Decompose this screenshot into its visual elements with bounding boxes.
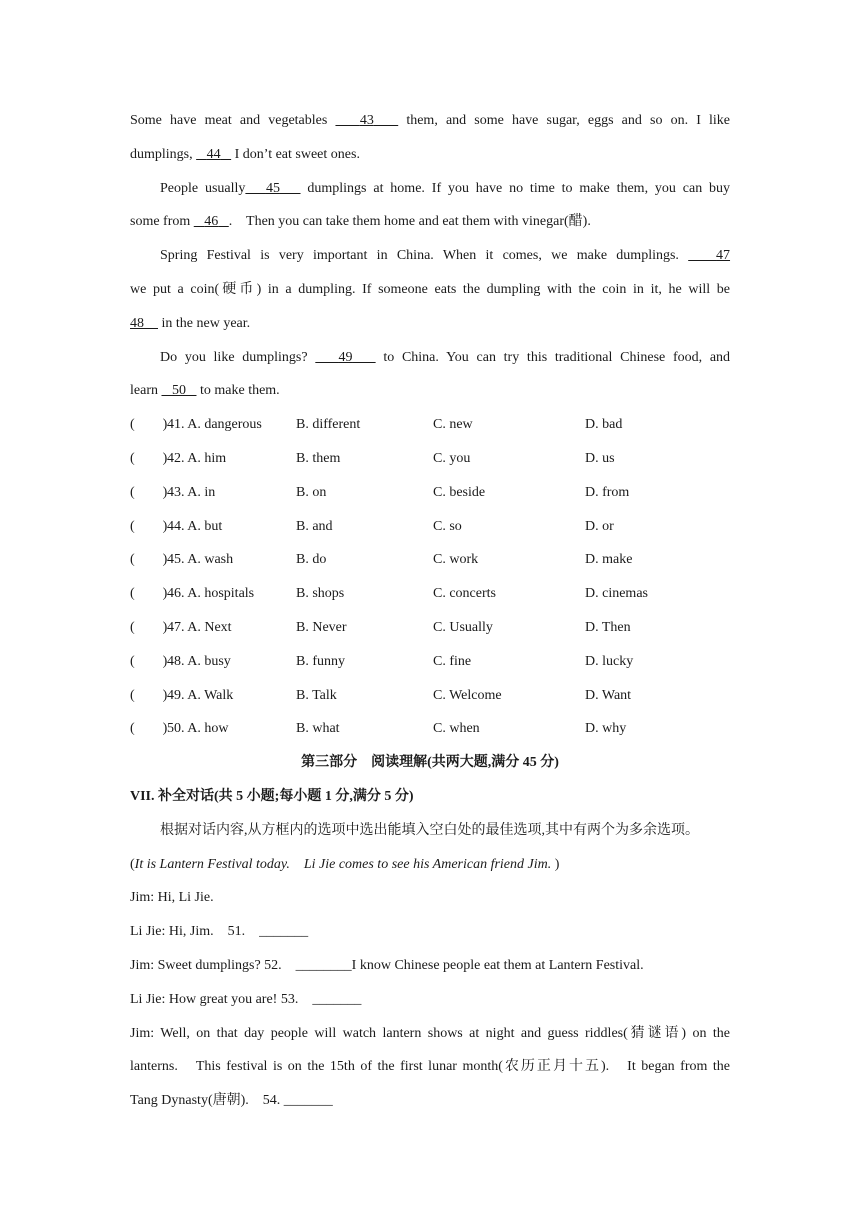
option-row-41: ( ) 41. A. dangerous B. different C. new D. bad — [130, 417, 623, 433]
passage-line-6: we put a coin(硬币) in a dumpling. If someone eats the dumpling with the coin in it, he will be — [130, 281, 730, 297]
dialogue-line-4: Li Jie: How great you are! 53. _______ — [130, 991, 362, 1007]
option-row-43: ( ) 43. A. in B. on C. beside D. from — [130, 484, 630, 500]
options-list — [130, 408, 730, 746]
part3-title: 第三部分 阅读理解(共两大题,满分 45 分) — [301, 755, 559, 771]
section7-instruction: 根据对话内容,从方框内的选项中选出能填入空白处的最佳选项,其中有两个为多余选项。 — [160, 822, 699, 838]
blank-53: _______ — [312, 991, 362, 1007]
option-row-44: ( ) 44. A. but B. and C. so D. or — [130, 518, 614, 534]
option-row-47: ( ) 47. A. Next B. Never C. Usually D. Then — [130, 619, 631, 635]
blank-49: 49 — [338, 349, 353, 365]
dialogue-line-3: Jim: Sweet dumplings? 52. ________I know Chinese people eat them at Lantern Festival. — [130, 957, 644, 973]
dialogue-line-6: lanterns. This festival is on the 15th of the first lunar month(农历正月十五). It began from the — [130, 1059, 730, 1075]
blank-45: 45 — [265, 180, 280, 196]
passage-line-9: learn 50 to make them. — [130, 383, 280, 399]
option-row-48: ( ) 48. A. busy B. funny C. fine D. lucky — [130, 653, 634, 669]
passage-line-8: Do you like dumplings? 49 to China. You can try this traditional Chinese food, and — [160, 349, 731, 365]
passage-line-2: dumplings, 44 I don’t eat sweet ones. — [130, 146, 360, 162]
dialogue-line-1: Jim: Hi, Li Jie. — [130, 890, 214, 906]
dialogue-line-5: Jim: Well, on that day people will watch lantern shows at night and guess riddles(猜谜语) on the — [130, 1025, 730, 1041]
section7-heading: VII. 补全对话(共 5 小题;每小题 1 分,满分 5 分) — [130, 788, 414, 804]
blank-50: 50 — [171, 383, 186, 399]
option-row-50: ( ) 50. A. how B. what C. when D. why — [130, 721, 627, 737]
option-row-42: ( ) 42. A. him B. them C. you D. us — [130, 450, 615, 466]
blank-44: 44 — [206, 146, 221, 162]
dialogue-line-2: Li Jie: Hi, Jim. 51. _______ — [130, 924, 309, 940]
option-row-45: ( ) 45. A. wash B. do C. work D. make — [130, 552, 633, 568]
blank-43: 43 — [359, 113, 374, 128]
passage-line-1: Some have meat and vegetables 43 them, and some have sugar, eggs and so on. I like — [130, 113, 731, 128]
blank-52: ________ — [295, 957, 352, 973]
passage-line-7: 48 in the new year. — [130, 315, 251, 331]
blank-54: _______ — [283, 1093, 333, 1109]
section7-context: (It is Lantern Festival today. Li Jie comes to see his American friend Jim. ) — [130, 856, 560, 872]
passage-line-3: People usually 45 dumplings at home. If you have no time to make them, you can buy — [160, 180, 731, 196]
blank-51: _______ — [259, 924, 309, 940]
document-page — [130, 104, 730, 1118]
option-row-49: ( ) 49. A. Walk B. Talk C. Welcome D. Want — [130, 687, 632, 703]
passage-line-4: some from 46 . Then you can take them home and eat them with vinegar(醋). — [130, 214, 591, 230]
blank-47: 47 — [716, 248, 731, 264]
dialogue-line-7: Tang Dynasty(唐朝). 54. _______ — [130, 1093, 333, 1109]
passage-line-5: Spring Festival is very important in China. When it comes, we make dumplings. 47 — [160, 248, 731, 264]
blank-48: 48 — [130, 315, 144, 331]
blank-46: 46 — [204, 214, 219, 230]
option-row-46: ( ) 46. A. hospitals B. shops C. concerts D. cinemas — [130, 586, 648, 602]
